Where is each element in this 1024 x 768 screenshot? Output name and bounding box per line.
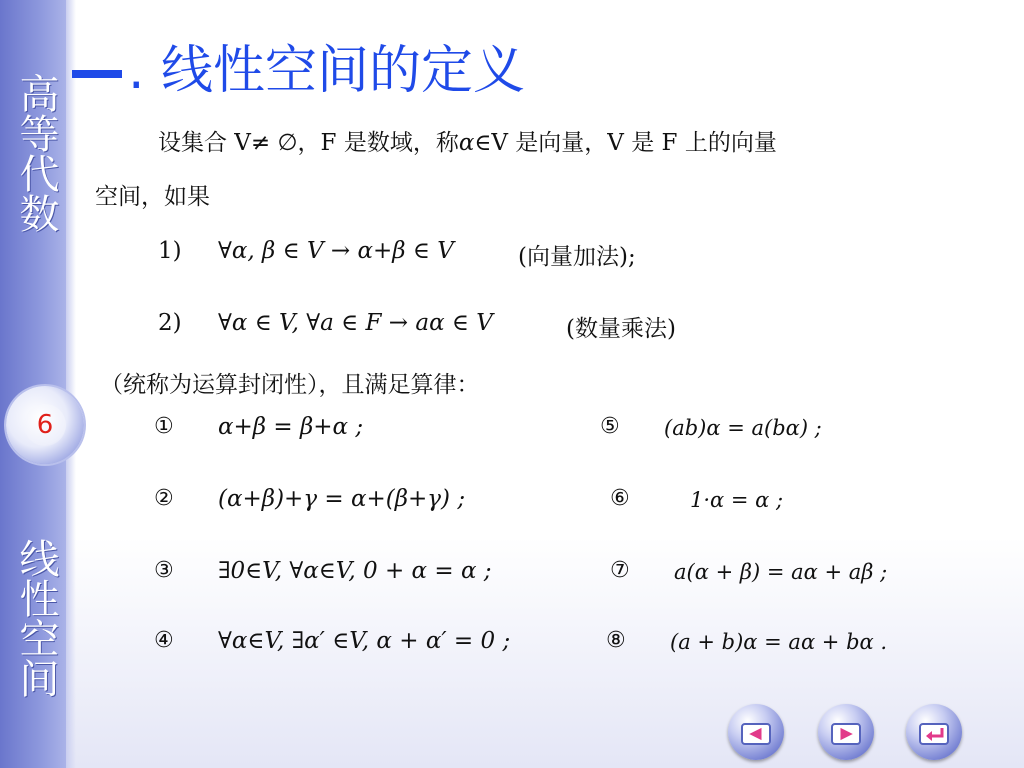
intro-math: α∈ — [458, 130, 492, 156]
intro-vector-text: V 是向量，V 是 F 上的向量 — [491, 130, 777, 156]
law-mark: ⑤ — [600, 414, 620, 439]
intro-line-2: 空间，如果 — [95, 184, 210, 210]
closure-note: （统称为运算封闭性），且满足算律： — [100, 372, 480, 398]
next-slide-button[interactable] — [818, 704, 874, 760]
law-expression: (ab)α = a(bα) ; — [664, 416, 822, 440]
prev-slide-button[interactable] — [728, 704, 784, 760]
chapter-label: 线性空间 — [13, 538, 59, 698]
intro-nonempty: ≠ ∅ — [250, 130, 298, 156]
law-expression: (α+β)+γ = α+(β+γ) ; — [218, 486, 466, 512]
slide-title-text: . 线性空间的定义 — [128, 41, 526, 101]
rule-expression: ∀α ∈ V, ∀a ∈ F → aα ∈ V — [218, 310, 493, 336]
rule-note: (数量乘法) — [566, 316, 676, 342]
law-mark: ② — [154, 486, 174, 511]
law-mark: ⑥ — [610, 486, 630, 511]
slide-title — [72, 36, 525, 106]
intro-line-1 — [158, 124, 777, 157]
law-expression: (a + b)α = aα + bα . — [670, 630, 888, 654]
right-arrow-icon — [818, 704, 874, 760]
return-button[interactable] — [906, 704, 962, 760]
law-expression: ∀α∈V, ∃α′ ∈V, α + α′ = 0 ; — [218, 628, 511, 654]
left-arrow-icon — [728, 704, 784, 760]
law-mark: ⑦ — [610, 558, 630, 583]
law-mark: ① — [154, 414, 174, 439]
law-expression: 1·α = α ; — [690, 488, 784, 512]
intro-field-text: ，F 是数域，称 — [297, 130, 459, 156]
intro-set-text: 设集合 V — [158, 130, 251, 156]
law-expression: ∃0∈V, ∀α∈V, 0 + α = α ; — [218, 558, 492, 584]
law-expression: α+β = β+α ; — [218, 414, 364, 440]
title-dash — [72, 70, 122, 78]
rule-number: 2) — [158, 310, 182, 336]
rule-expression: ∀α, β ∈ V → α+β ∈ V — [218, 238, 454, 264]
rule-number: 1) — [158, 238, 182, 264]
chapter-number: 6 — [24, 404, 66, 446]
course-label: 高等代数 — [13, 73, 59, 233]
rule-note: (向量加法); — [518, 244, 636, 270]
law-expression: a(α + β) = aα + aβ ; — [674, 560, 888, 584]
chapter-badge — [6, 386, 84, 464]
side-band-edge — [66, 0, 76, 768]
law-mark: ③ — [154, 558, 174, 583]
law-mark: ⑧ — [606, 628, 626, 653]
law-mark: ④ — [154, 628, 174, 653]
return-icon — [906, 704, 962, 760]
